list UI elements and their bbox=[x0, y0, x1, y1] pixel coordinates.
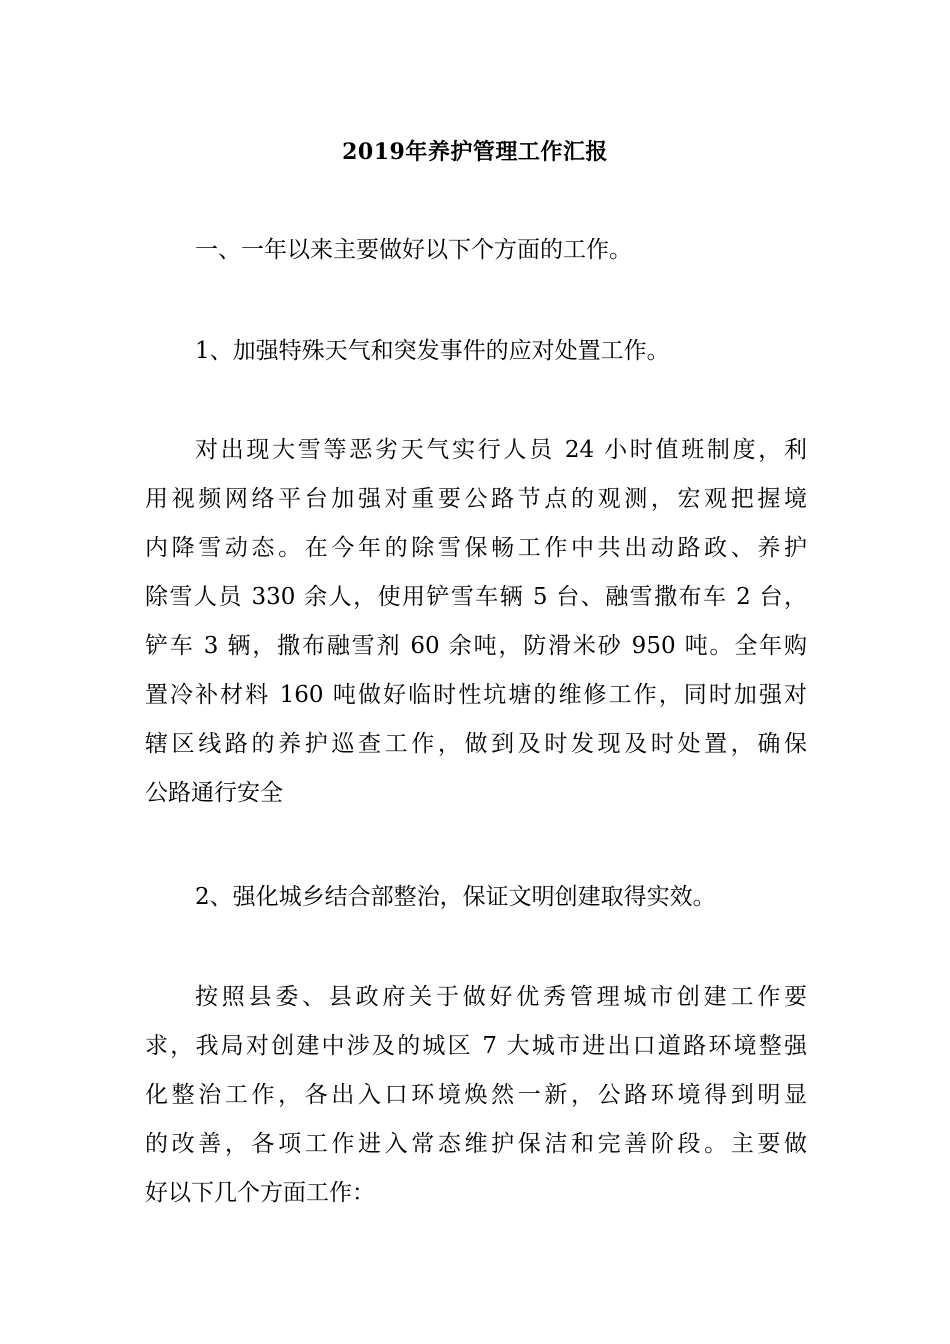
paragraph-line: 除雪人员 330 余人，使用铲雪车辆 5 台、融雪撒布车 2 台， bbox=[145, 584, 807, 610]
paragraph-line: 内降雪动态。在今年的除雪保畅工作中共出动路政、养护 bbox=[145, 535, 807, 561]
paragraph-1 bbox=[145, 426, 807, 818]
paragraph-line: 置冷补材料 160 吨做好临时性坑塘的维修工作，同时加强对 bbox=[145, 682, 807, 708]
paragraph-line: 按照县委、县政府关于做好优秀管理城市创建工作要 bbox=[195, 984, 807, 1010]
item-heading-2: 2、强化城乡结合部整治，保证文明创建取得实效。 bbox=[195, 884, 716, 910]
document-title: 2019年养护管理工作汇报 bbox=[342, 139, 608, 165]
paragraph-line: 好以下几个方面工作： bbox=[145, 1180, 375, 1206]
paragraph-line: 求，我局对创建中涉及的城区 7 大城市进出口道路环境整强 bbox=[145, 1033, 807, 1059]
paragraph-line: 对出现大雪等恶劣天气实行人员 24 小时值班制度，利 bbox=[195, 437, 807, 463]
paragraph-line: 用视频网络平台加强对重要公路节点的观测，宏观把握境 bbox=[145, 486, 807, 512]
section-heading-1: 一、一年以来主要做好以下个方面的工作。 bbox=[195, 237, 632, 263]
paragraph-line: 辖区线路的养护巡查工作，做到及时发现及时处置，确保 bbox=[145, 731, 807, 757]
paragraph-2 bbox=[145, 973, 807, 1218]
paragraph-line: 铲车 3 辆，撒布融雪剂 60 余吨，防滑米砂 950 吨。全年购 bbox=[145, 633, 807, 659]
paragraph-line: 化整治工作，各出入口环境焕然一新，公路环境得到明显 bbox=[145, 1082, 807, 1108]
item-heading-1: 1、加强特殊天气和突发事件的应对处置工作。 bbox=[195, 338, 670, 364]
paragraph-line: 公路通行安全 bbox=[145, 780, 283, 806]
paragraph-line: 的改善，各项工作进入常态维护保洁和完善阶段。主要做 bbox=[145, 1131, 807, 1157]
